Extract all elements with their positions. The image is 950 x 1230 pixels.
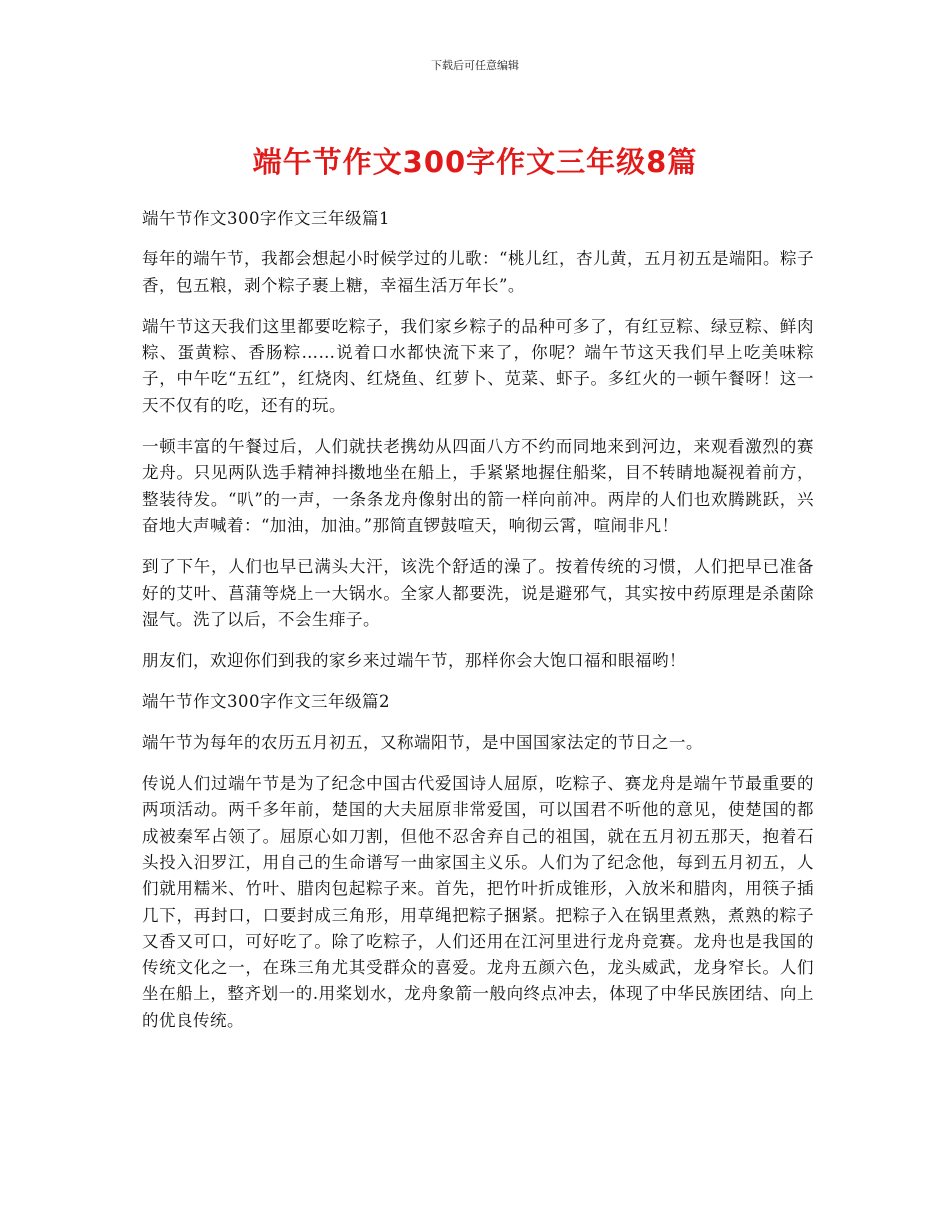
document-body — [142, 206, 814, 1049]
paragraph: 端午节这天我们这里都要吃粽子，我们家乡粽子的品种可多了，有红豆粽、绿豆粽、鲜肉粽、蛋黄粽、香肠粽……说着口水都快流下来了，你呢？端午节这天我们早上吃美味粽子，中午吃“五红”，红烧肉、红烧鱼、红萝卜、苋菜、虾子。多红火的一顿午餐呀！这一天不仅有的吃，还有的玩。 — [142, 316, 814, 415]
paragraph: 朋友们，欢迎你们到我的家乡来过端午节，那样你会大饱口福和眼福哟！ — [142, 651, 686, 671]
paragraph: 到了下午，人们也早已满头大汗，该洗个舒适的澡了。按着传统的习惯，人们把早已准备好的艾叶、菖蒲等烧上一大锅水。全家人都要洗，说是避邪气，其实按中药原理是杀菌除湿气。洗了以后，不会生痱子。 — [142, 557, 814, 629]
section-heading-1: 端午节作文300字作文三年级篇1 — [142, 209, 390, 228]
paragraph: 端午节为每年的农历五月初五，又称端阳节，是中国国家法定的节日之一。 — [142, 732, 703, 752]
paragraph: 传说人们过端午节是为了纪念中国古代爱国诗人屈原，吃粽子、赛龙舟是端午节最重要的两项活动。两千多年前，楚国的大夫屈原非常爱国，可以国君不听他的意见，使楚国的都成被秦军占领了。屈原心如刀割，但他不忍舍弃自己的祖国，就在五月初五那天，抱着石头投入汨罗江，用自己的生命谱写一曲家国主义乐。人们为了纪念他，每到五月初五，人们就用糯米、竹叶、腊肉包起粽子来。首先，把竹叶折成锥形，入放米和腊肉，用筷子插几下，再封口，口要封成三角形，用草绳把粽子捆紧。把粽子入在锅里煮熟，煮熟的粽子又香又可口，可好吃了。除了吃粽子，人们还用在江河里进行龙舟竞赛。龙舟也是我国的传统文化之一，在珠三角尤其受群众的喜爱。龙舟五颜六色，龙头威武，龙身窄长。人们坐在船上，整齐划一的.用桨划水，龙舟象箭一般向终点冲去，体现了中华民族团结、向上的优良传统。 — [142, 774, 814, 1030]
document-title: 端午节作文300字作文三年级8篇 — [252, 145, 698, 179]
section-heading-2: 端午节作文300字作文三年级篇2 — [142, 692, 390, 712]
paragraph: 一顿丰富的午餐过后，人们就扶老携幼从四面八方不约而同地来到河边，来观看激烈的赛龙舟。只见两队选手精神抖擞地坐在船上，手紧紧地握住船桨，目不转睛地凝视着前方，整装待发。“叭”的一声，一条条龙舟像射出的箭一样向前冲。两岸的人们也欢腾跳跃，兴奋地大声喊着：“加油，加油。”那简直锣鼓喧天，响彻云霄，喧闹非凡！ — [142, 437, 814, 535]
header-note: 下载后可任意编辑 — [431, 59, 519, 72]
paragraph: 每年的端午节，我都会想起小时候学过的儿歌：“桃儿红，杏儿黄，五月初五是端阳。粽子香，包五粮，剥个粽子裹上糖，幸福生活万年长”。 — [142, 249, 814, 295]
